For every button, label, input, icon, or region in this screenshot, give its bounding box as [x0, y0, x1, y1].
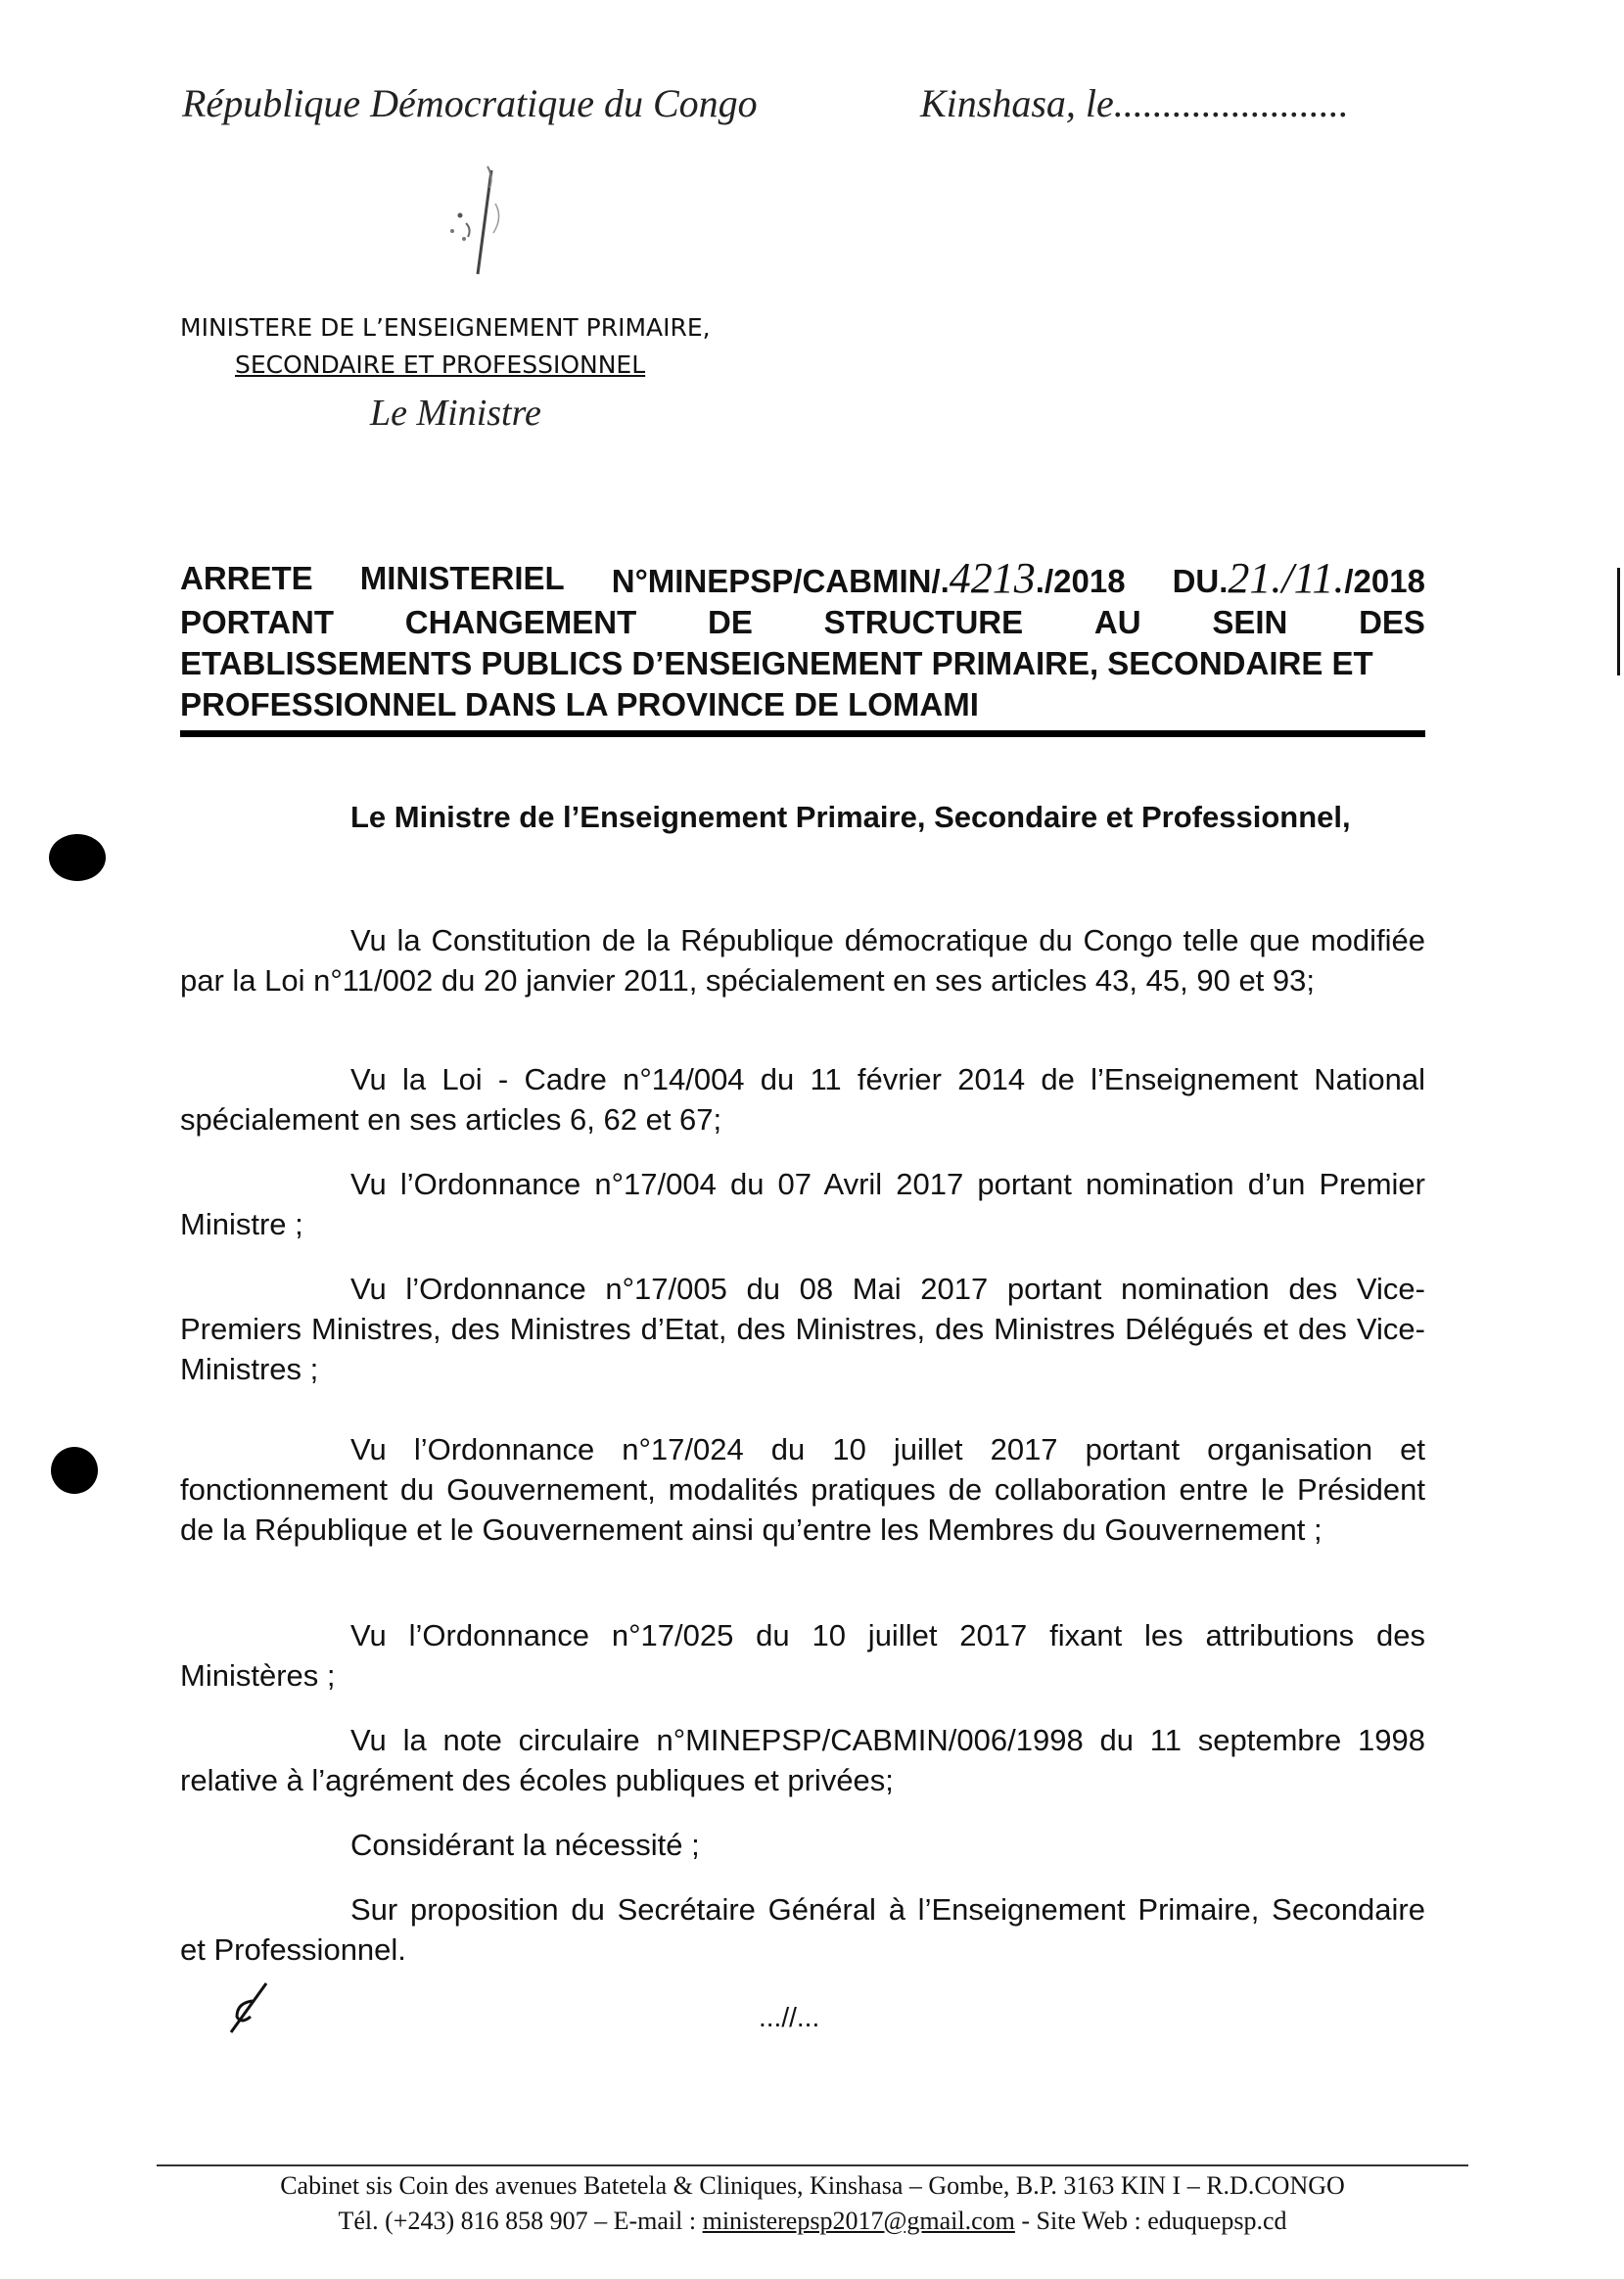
recital-text: Sur proposition du Secrétaire Général à l’Enseignement Primaire, Secondaire et Professionnel.: [180, 1892, 1425, 1967]
scan-edge-mark: [1617, 568, 1620, 675]
title-word: PORTANT: [180, 604, 335, 640]
place-date-dots: ........................: [1113, 81, 1349, 125]
footer-contact: [157, 2205, 1468, 2238]
place-date-label: Kinshasa, le: [920, 81, 1114, 125]
emblem-icon: [431, 164, 529, 278]
recital-ordonnance-025: [180, 1615, 1425, 1696]
recital-text: Vu l’Ordonnance n°17/025 du 10 juillet 2017 fixant les attributions des Ministères ;: [180, 1618, 1425, 1693]
recital-ordonnance-005: [180, 1269, 1425, 1389]
title-word: DES: [1359, 604, 1425, 640]
recital-text: Vu la note circulaire n°MINEPSP/CABMIN/006/1998 du 11 septembre 1998 relative à l’agrément des écoles publiques et privées;: [180, 1723, 1425, 1797]
signatory-title: Le Ministre: [370, 393, 541, 434]
punch-hole-mark: [51, 1447, 98, 1494]
title-date-prefix: DU.: [1172, 563, 1229, 599]
title-word: MINISTERIEL: [359, 560, 565, 596]
handwritten-number: 4213: [949, 554, 1036, 602]
recital-text: Vu l’Ordonnance n°17/005 du 08 Mai 2017 portant nomination des Vice-Premiers Ministres, des Ministres d’Etat, des Ministres, des Ministres Délégués et des Vice-Ministres ;: [180, 1272, 1425, 1386]
footer-divider: [157, 2164, 1468, 2166]
title-date-year: /2018: [1344, 563, 1425, 599]
title-word: DE: [708, 604, 753, 640]
republic-heading: République Démocratique du Congo: [182, 81, 758, 125]
title-underline: [180, 730, 1425, 737]
title-ref-year: ./2018: [1035, 563, 1126, 599]
recital-text: Vu la Loi - Cadre n°14/004 du 11 février 2014 de l’Enseignement National spécialement en ses articles 6, 62 et 67;: [180, 1062, 1425, 1137]
place-date: [920, 80, 1349, 126]
title-word: STRUCTURE: [823, 604, 1024, 640]
paraph-signature-icon: [223, 1977, 282, 2036]
title-line-1: [180, 554, 1425, 602]
recital-ordonnance-004: [180, 1164, 1425, 1244]
footer-phone: Tél. (+243) 816 858 907 – E-mail :: [338, 2207, 703, 2235]
title-line-4: PROFESSIONNEL DANS LA PROVINCE DE LOMAMI: [180, 686, 979, 722]
recital-text: Considérant la nécessité ;: [350, 1828, 700, 1862]
recital-text: Vu la Constitution de la République démocratique du Congo telle que modifiée par la Loi n°11/002 du 20 janvier 2011, spécialement en ses articles 43, 45, 90 et 93;: [180, 923, 1425, 998]
handwritten-date: 21./11.: [1228, 554, 1345, 602]
title-line-3: ETABLISSEMENTS PUBLICS D’ENSEIGNEMENT PRIMAIRE, SECONDAIRE ET: [180, 645, 1373, 681]
title-word: CHANGEMENT: [404, 604, 637, 640]
minister-preamble-text: Le Ministre de l’Enseignement Primaire, Secondaire et Professionnel,: [350, 800, 1351, 834]
recital-ordonnance-024: [180, 1429, 1425, 1550]
title-word: SEIN: [1212, 604, 1288, 640]
punch-hole-mark: [49, 834, 106, 881]
recital-necessity: [180, 1825, 1425, 1865]
decree-title: [180, 554, 1425, 725]
title-line-2: [180, 602, 1425, 643]
minister-preamble: [180, 797, 1425, 837]
title-ref-prefix: N°MINEPSP/CABMIN/.: [611, 563, 950, 599]
footer-email-link[interactable]: ministerepsp2017@gmail.com: [702, 2207, 1015, 2235]
title-word: AU: [1093, 604, 1141, 640]
recital-loi-cadre: [180, 1059, 1425, 1140]
ministry-subname: SECONDAIRE ET PROFESSIONNEL: [235, 350, 646, 379]
title-reference: [611, 554, 1126, 602]
recital-text: Vu l’Ordonnance n°17/004 du 07 Avril 2017 portant nomination d’un Premier Ministre ;: [180, 1167, 1425, 1241]
title-word: ARRETE: [180, 560, 313, 596]
recital-note-circulaire: [180, 1720, 1425, 1800]
footer-address: Cabinet sis Coin des avenues Batetela & Cliniques, Kinshasa – Gombe, B.P. 3163 KIN I – R.D.CONGO: [280, 2171, 1345, 2200]
continuation-mark: ...//...: [759, 2002, 820, 2032]
recital-proposition: [180, 1889, 1425, 1970]
recital-constitution: [180, 920, 1425, 1000]
recital-text: Vu l’Ordonnance n°17/024 du 10 juillet 2017 portant organisation et fonctionnement du Gouvernement, modalités pratiques de collaboration entre le Président de la République et le Gouvernement ainsi qu’entre les Membres du Gouvernement ;: [180, 1432, 1425, 1547]
ministry-name: MINISTERE DE L’ENSEIGNEMENT PRIMAIRE,: [180, 313, 711, 342]
footer-website: - Site Web : eduquepsp.cd: [1014, 2207, 1287, 2235]
title-date: [1172, 554, 1425, 602]
